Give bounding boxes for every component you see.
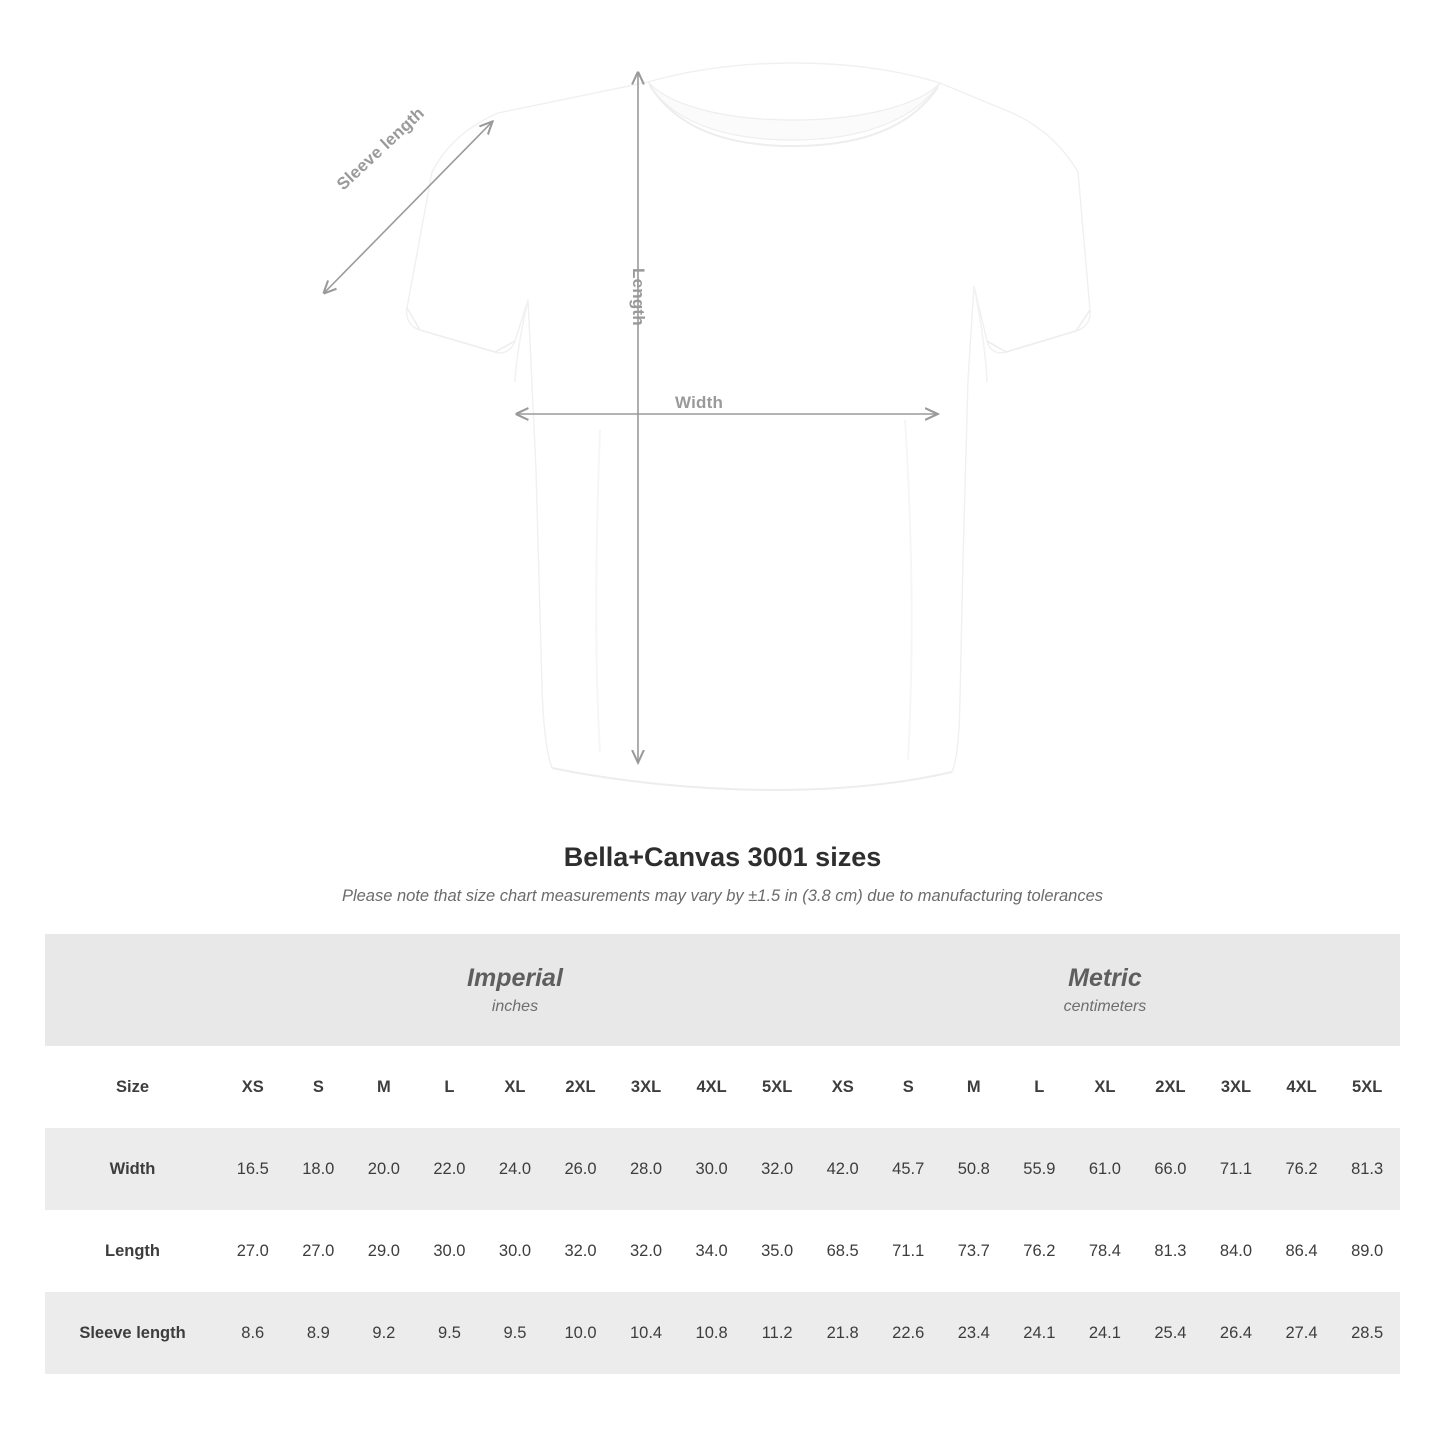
column-header-row <box>45 1046 1400 1128</box>
cell: 76.2 <box>1269 1128 1335 1210</box>
unit-header-row <box>45 934 1400 1046</box>
cell: 89.0 <box>1334 1210 1400 1292</box>
length-label: Length <box>629 268 648 326</box>
row-label-sleeve-length: Sleeve length <box>45 1292 220 1374</box>
cell: 16.5 <box>220 1128 286 1210</box>
column-header: 4XL <box>679 1046 745 1128</box>
cell: 26.0 <box>548 1128 614 1210</box>
column-header: 5XL <box>1334 1046 1400 1128</box>
cell: 22.0 <box>417 1128 483 1210</box>
row-header-size: Size <box>45 1046 220 1128</box>
cell: 24.1 <box>1007 1292 1073 1374</box>
width-label: Width <box>675 393 724 412</box>
table-row <box>45 1128 1400 1210</box>
cell: 55.9 <box>1007 1128 1073 1210</box>
row-label-length: Length <box>45 1210 220 1292</box>
cell: 68.5 <box>810 1210 876 1292</box>
cell: 50.8 <box>941 1128 1007 1210</box>
cell: 32.0 <box>548 1210 614 1292</box>
cell: 9.5 <box>482 1292 548 1374</box>
cell: 9.5 <box>417 1292 483 1374</box>
cell: 25.4 <box>1138 1292 1204 1374</box>
column-header: 2XL <box>1138 1046 1204 1128</box>
cell: 21.8 <box>810 1292 876 1374</box>
unit-group-metric <box>810 934 1400 1046</box>
column-header: S <box>875 1046 941 1128</box>
cell: 81.3 <box>1334 1128 1400 1210</box>
cell: 18.0 <box>286 1128 352 1210</box>
column-header: 3XL <box>1203 1046 1269 1128</box>
column-header: 3XL <box>613 1046 679 1128</box>
cell: 9.2 <box>351 1292 417 1374</box>
unit-group-imperial-sub: inches <box>491 998 539 1016</box>
cell: 30.0 <box>679 1128 745 1210</box>
page-title: Bella+Canvas 3001 sizes <box>563 842 882 872</box>
column-header: XL <box>482 1046 548 1128</box>
cell: 28.5 <box>1334 1292 1400 1374</box>
unit-group-imperial <box>220 934 810 1046</box>
column-header: XS <box>810 1046 876 1128</box>
cell: 34.0 <box>679 1210 745 1292</box>
cell: 27.4 <box>1269 1292 1335 1374</box>
unit-group-imperial-name: Imperial <box>467 963 563 992</box>
cell: 10.0 <box>548 1292 614 1374</box>
cell: 24.1 <box>1072 1292 1138 1374</box>
cell: 61.0 <box>1072 1128 1138 1210</box>
column-header: XS <box>220 1046 286 1128</box>
cell: 22.6 <box>875 1292 941 1374</box>
cell: 32.0 <box>744 1128 810 1210</box>
table-row <box>45 1292 1400 1374</box>
column-header: M <box>351 1046 417 1128</box>
cell: 86.4 <box>1269 1210 1335 1292</box>
column-header: 2XL <box>548 1046 614 1128</box>
title-block <box>0 842 1445 906</box>
cell: 28.0 <box>613 1128 679 1210</box>
row-label-width: Width <box>45 1128 220 1210</box>
cell: 66.0 <box>1138 1128 1204 1210</box>
cell: 78.4 <box>1072 1210 1138 1292</box>
cell: 8.6 <box>220 1292 286 1374</box>
column-header: S <box>286 1046 352 1128</box>
cell: 71.1 <box>875 1210 941 1292</box>
cell: 71.1 <box>1203 1128 1269 1210</box>
cell: 11.2 <box>744 1292 810 1374</box>
column-header: L <box>1007 1046 1073 1128</box>
cell: 73.7 <box>941 1210 1007 1292</box>
unit-group-metric-sub: centimeters <box>1063 998 1147 1016</box>
cell: 81.3 <box>1138 1210 1204 1292</box>
cell: 26.4 <box>1203 1292 1269 1374</box>
cell: 10.4 <box>613 1292 679 1374</box>
size-table <box>45 934 1400 1374</box>
unit-header-spacer <box>45 934 220 1046</box>
cell: 29.0 <box>351 1210 417 1292</box>
cell: 35.0 <box>744 1210 810 1292</box>
cell: 8.9 <box>286 1292 352 1374</box>
size-table-wrapper <box>45 934 1400 1374</box>
unit-group-metric-name: Metric <box>1068 963 1142 992</box>
cell: 32.0 <box>613 1210 679 1292</box>
cell: 27.0 <box>220 1210 286 1292</box>
cell: 27.0 <box>286 1210 352 1292</box>
cell: 24.0 <box>482 1128 548 1210</box>
tolerance-note: Please note that size chart measurements may vary by ±1.5 in (3.8 cm) due to manufacturing tolerances <box>341 887 1104 905</box>
column-header: M <box>941 1046 1007 1128</box>
column-header: XL <box>1072 1046 1138 1128</box>
table-row <box>45 1210 1400 1292</box>
sleeve-length-label: Sleeve length <box>333 103 429 194</box>
cell: 84.0 <box>1203 1210 1269 1292</box>
column-header: 4XL <box>1269 1046 1335 1128</box>
cell: 76.2 <box>1007 1210 1073 1292</box>
cell: 45.7 <box>875 1128 941 1210</box>
column-header: 5XL <box>744 1046 810 1128</box>
cell: 42.0 <box>810 1128 876 1210</box>
cell: 10.8 <box>679 1292 745 1374</box>
column-header: L <box>417 1046 483 1128</box>
cell: 23.4 <box>941 1292 1007 1374</box>
cell: 30.0 <box>482 1210 548 1292</box>
cell: 20.0 <box>351 1128 417 1210</box>
cell: 30.0 <box>417 1210 483 1292</box>
